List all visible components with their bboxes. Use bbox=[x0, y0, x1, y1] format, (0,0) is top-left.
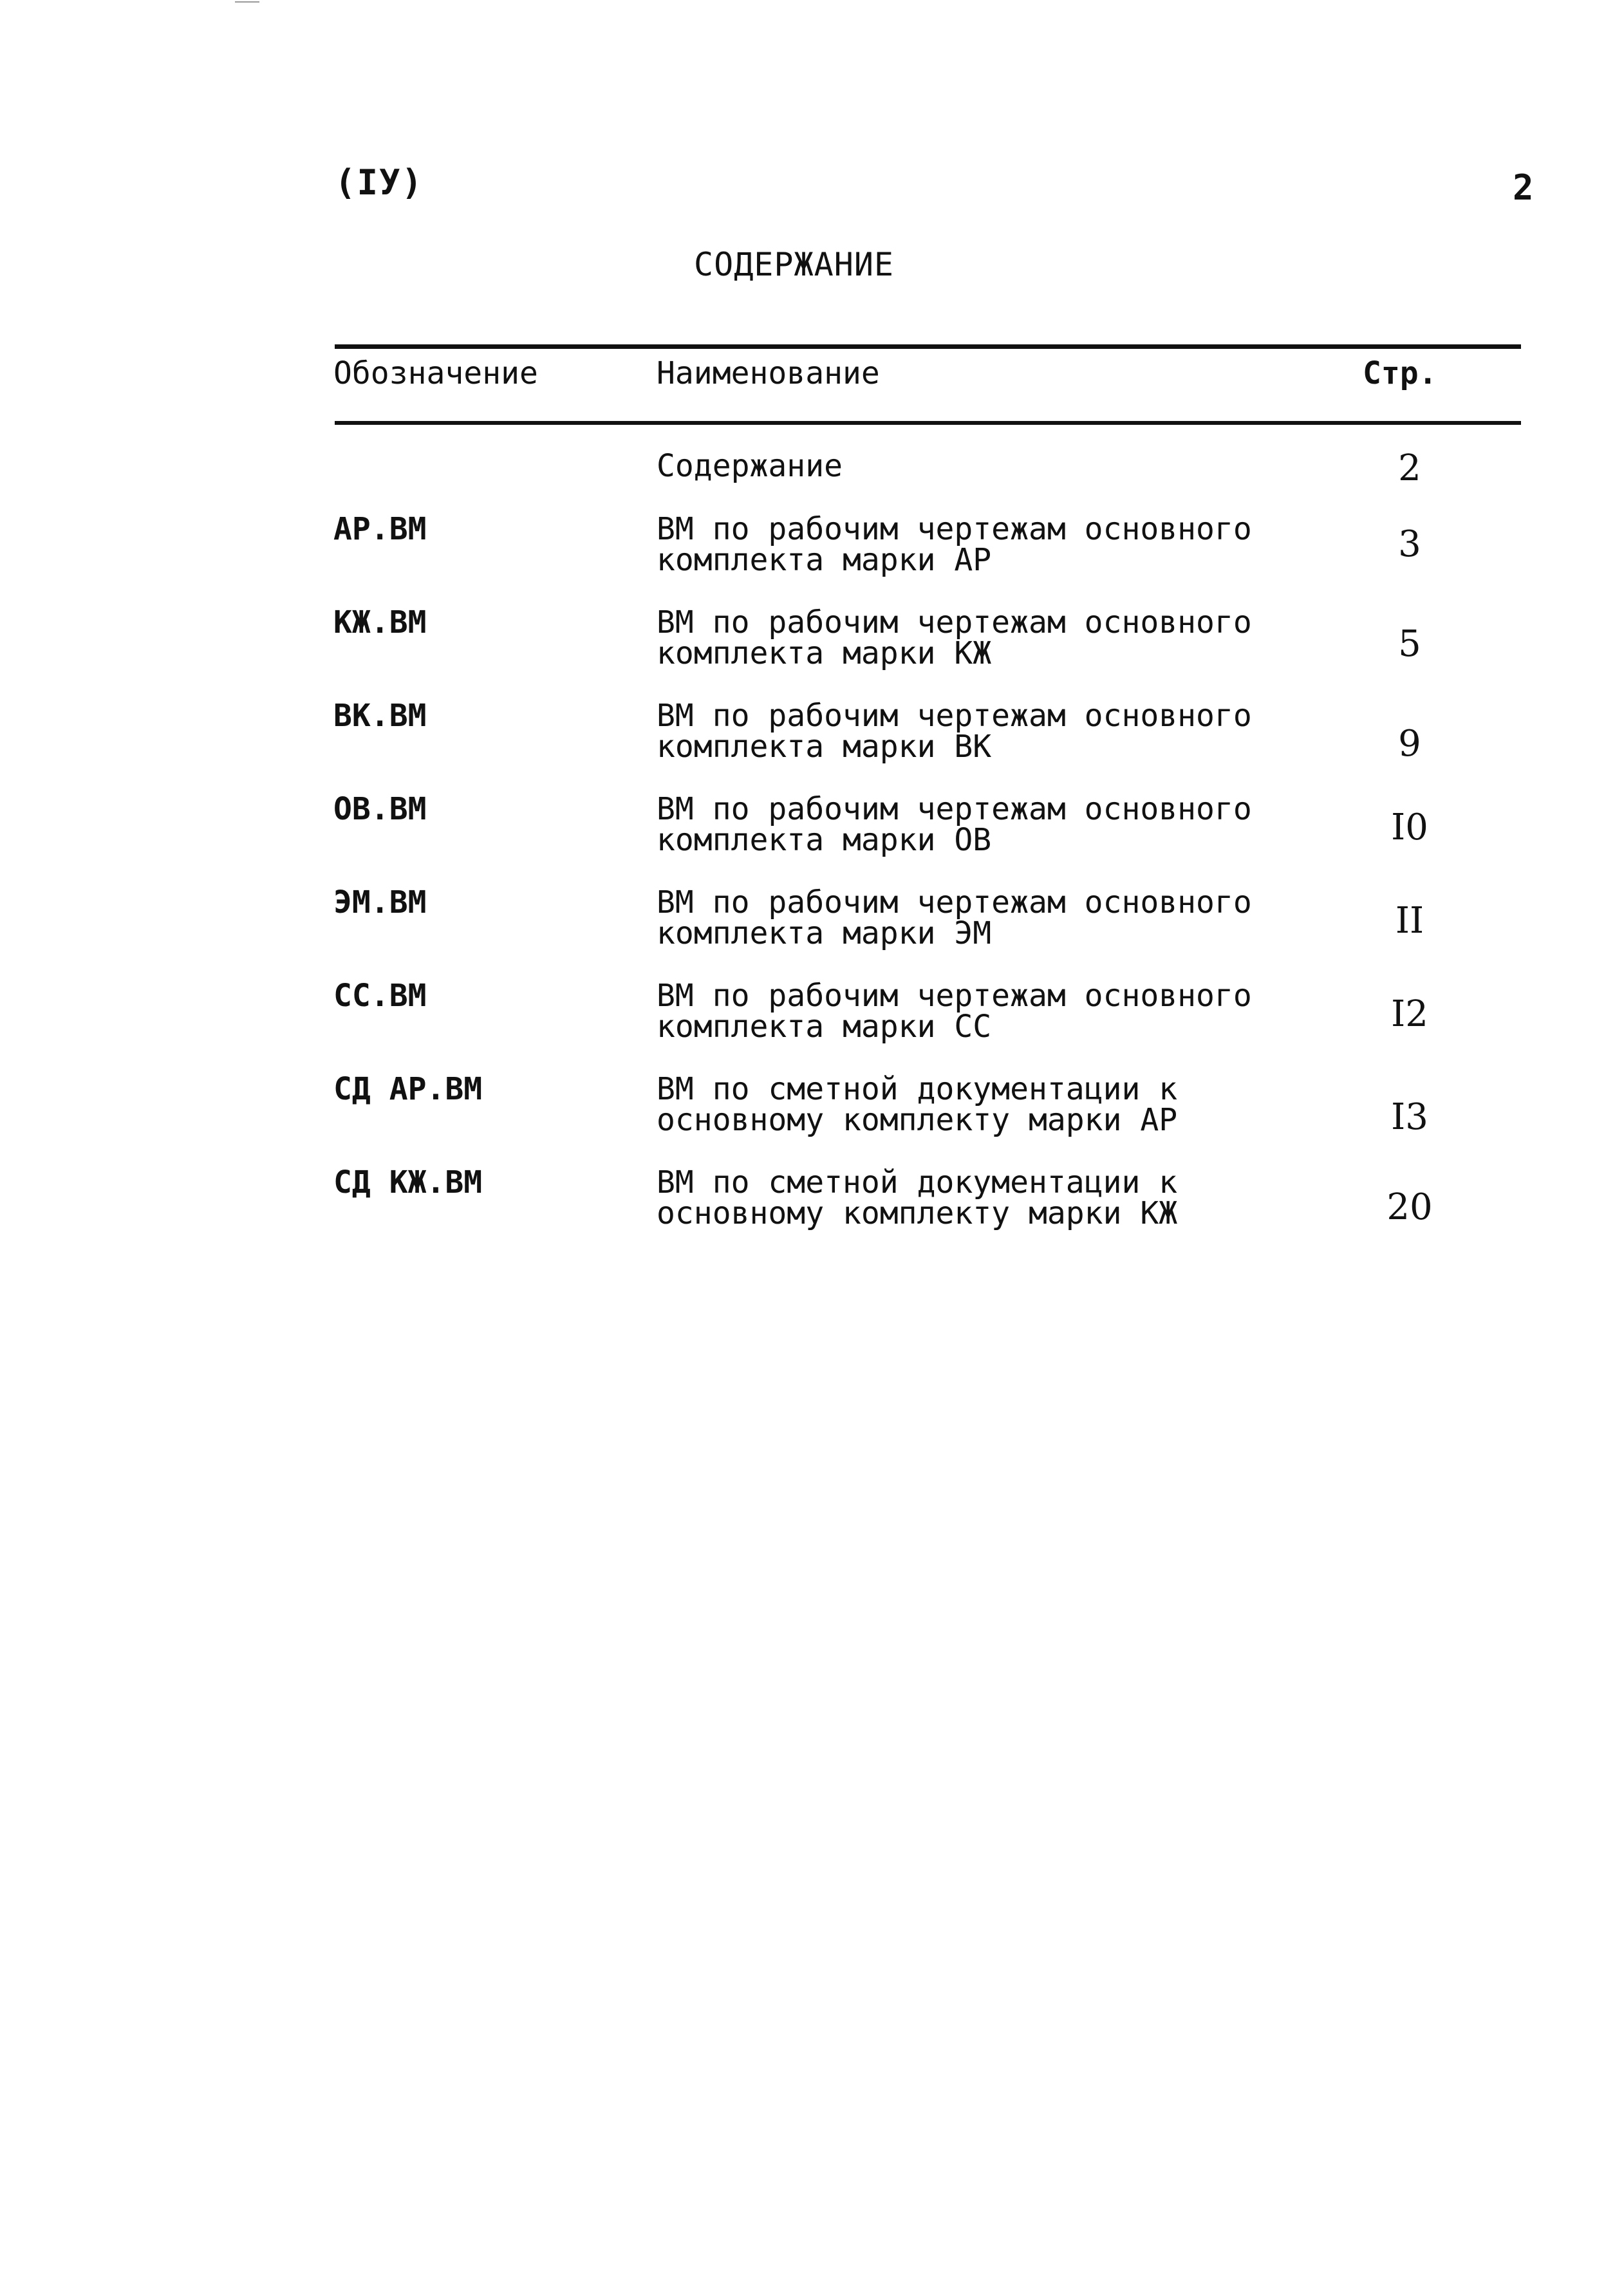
row-name: Содержание bbox=[657, 448, 843, 484]
column-header-name: Наименование bbox=[657, 355, 880, 391]
row-page: 2 bbox=[1398, 447, 1421, 489]
section-code: (IУ) bbox=[335, 162, 424, 203]
row-page: 9 bbox=[1398, 723, 1421, 765]
document-title: СОДЕРЖАНИЕ bbox=[694, 246, 895, 283]
row-code: СД КЖ.ВМ bbox=[333, 1164, 483, 1200]
row-page: 20 bbox=[1386, 1186, 1433, 1228]
row-name: ВМ по рабочим чертежам основного комплекта марки СС bbox=[657, 978, 1252, 1045]
row-page: 5 bbox=[1398, 623, 1421, 665]
row-code: СД АР.ВМ bbox=[333, 1071, 483, 1107]
row-name: ВМ по рабочим чертежам основного комплекта марки ЭМ bbox=[657, 884, 1252, 951]
row-page: 3 bbox=[1398, 523, 1421, 565]
table-top-rule bbox=[335, 344, 1521, 349]
row-page: I2 bbox=[1391, 993, 1428, 1035]
row-name: ВМ по рабочим чертежам основного комплекта марки ВК bbox=[657, 698, 1252, 765]
row-page: I0 bbox=[1391, 807, 1428, 848]
row-page: II bbox=[1395, 900, 1424, 942]
row-code: АР.ВМ bbox=[333, 511, 427, 547]
row-code: ОВ.ВМ bbox=[333, 791, 427, 827]
row-code: КЖ.ВМ bbox=[333, 604, 427, 640]
row-name: ВМ по рабочим чертежам основного комплекта марки КЖ bbox=[657, 604, 1252, 671]
row-code: ВК.ВМ bbox=[333, 698, 427, 734]
table-header-rule bbox=[335, 421, 1521, 425]
column-header-page: Стр. bbox=[1363, 355, 1437, 391]
row-name: ВМ по рабочим чертежам основного комплекта марки ОВ bbox=[657, 791, 1252, 858]
page-number: 2 bbox=[1513, 167, 1534, 208]
row-page: I3 bbox=[1391, 1096, 1428, 1138]
row-code: ЭМ.ВМ bbox=[333, 884, 427, 920]
scan-mark bbox=[235, 1, 259, 3]
row-code: СС.ВМ bbox=[333, 978, 427, 1014]
row-name: ВМ по сметной документации к основному комплекту марки АР bbox=[657, 1071, 1178, 1138]
row-name: ВМ по сметной документации к основному комплекту марки КЖ bbox=[657, 1164, 1178, 1231]
row-name: ВМ по рабочим чертежам основного комплекта марки АР bbox=[657, 511, 1252, 578]
column-header-code: Обозначение bbox=[333, 355, 538, 391]
